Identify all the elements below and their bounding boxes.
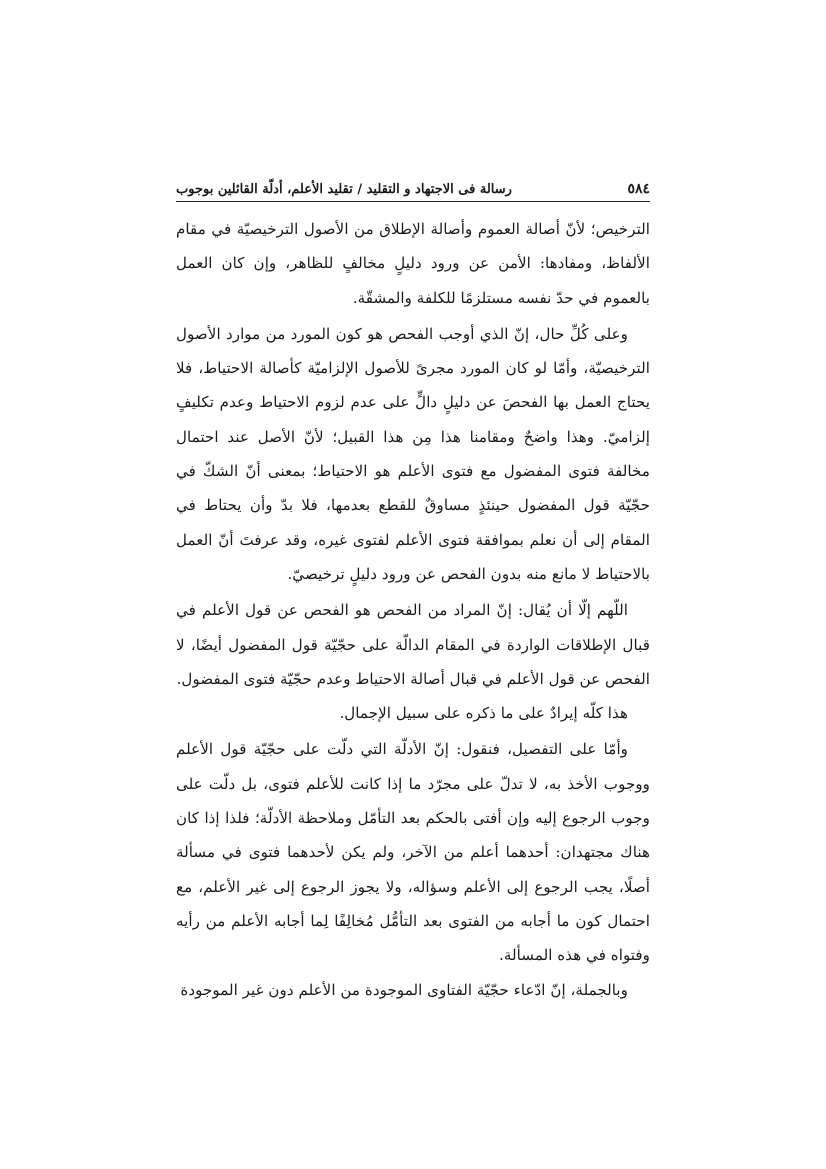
paragraph-4: هذا كلّه إيرادٌ على ما ذكره على سبيل الإجمال. (339, 704, 628, 723)
paragraph-6: وبالجملة، إنّ ادّعاء حجّيّة الفتاوى الموجودة من الأعلم دون غير الموجودة (180, 980, 628, 999)
running-title: رسالة فى الاجتهاد و التقليد / تقليد الأعلم، أدلّة القائلين بوجوب (176, 182, 512, 197)
body-text (176, 212, 650, 1007)
running-header (176, 176, 650, 202)
paragraph-3: اللّهم إلّا أن يُقال: إنّ المراد من الفحص هو الفحص عن قول الأعلم في قبال الإطلاقات الواردة في المقام الدالّة على حجّيّة قول المفضول أيضًا، لا الفحص عن قول الأعلم في قبال أصالة الاحتياط وعدم حجّيّة فتوى المفضول. (176, 601, 650, 688)
page-number: ٥٨٤ (627, 181, 650, 197)
paragraph-5: وأمّا على التفصيل، فنقول: إنّ الأدلّة التي دلّت على حجّيّة قول الأعلم ووجوب الأخذ به، لا تدلّ على مجرّد ما إذا كانت للأعلم فتوى، بل دلّت على وجوب الرجوع إليه وإن أفتى بالحكم بعد التأمّل وملاحظة الأدلّة؛ فلذا إذا كان هناك مجتهدان: أحدهما أعلم من الآخر، ولم يكن لأحدهما فتوى في مسألة أصلًا، يجب الرجوع إلى الأعلم وسؤاله، ولا يجوز الرجوع إلى غير الأعلم، مع احتمال كون ما أجابه من الفتوى بعد التأمُّل مُخالِفًا لِما أجابه الأعلم من رأيه وفتواه في هذه المسألة. (176, 740, 650, 965)
paragraph-2: وعلى كُلِّ حال، إنّ الذي أوجب الفحص هو كون المورد من موارد الأصول الترخيصيّة، وأمّا لو كان المورد مجرىً للأصول الإلزاميّة كأصالة الاحتياط، فلا يحتاج العمل بها الفحصَ عن دليلٍ دالٍّ على عدم لزوم الاحتياط وعدم تكليفٍ إلزاميّ. وهذا واضحٌ ومقامنا هذا مِن هذا القبيل؛ لأنّ الأصل عند احتمال مخالفة فتوى المفضول مع فتوى الأعلم هو الاحتياط؛ بمعنى أنّ الشكّ في حجّيّة قول المفضول حينئذٍ مساوقٌ للقطع بعدمها، فلا بدّ وأن يحتاط في المقام إلى أن نعلم بموافقة فتوى الأعلم لفتوى غيره، وقد عرفتَ أنّ العمل بالاحتياط لا مانع منه بدون الفحص عن ورود دليلٍ ترخيصيّ. (176, 324, 650, 583)
paragraph-1: الترخيص؛ لأنّ أصالة العموم وأصالة الإطلاق من الأصول الترخيصيّة في مقام الألفاظ، ومفادها: الأمن عن ورود دليلٍ مخالفٍ للظاهر، وإن كان العمل بالعموم في حدّ نفسه مستلزمًا للكلفة والمشقّة. (176, 220, 650, 307)
